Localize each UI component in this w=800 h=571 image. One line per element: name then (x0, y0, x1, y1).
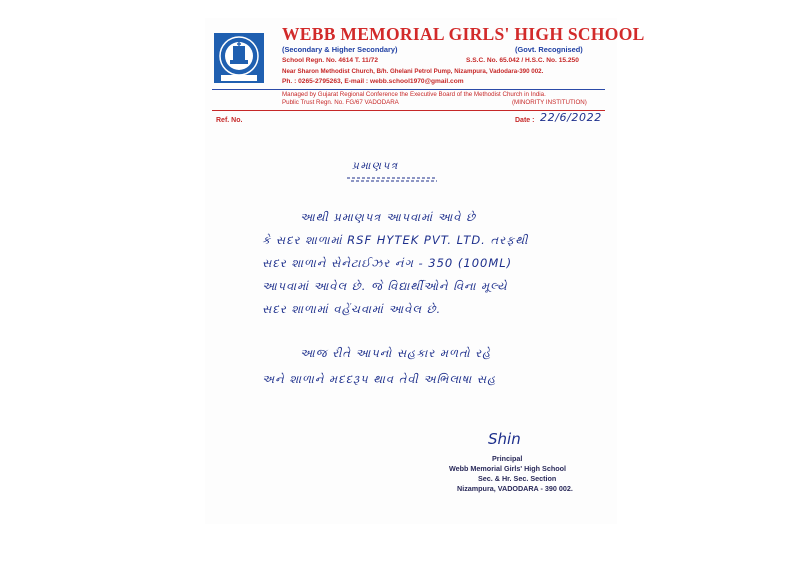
body-line-6: આજ રીતે આપનો સહકાર મળતો રહે (300, 346, 492, 360)
govt-recognised: (Govt. Recognised) (515, 45, 583, 54)
signature: Shin (488, 430, 521, 448)
body-line-5: સદર શાળામાં વહેંચવામાં આવેલ છે. (262, 302, 442, 316)
ref-label: Ref. No. (216, 117, 243, 124)
date-value: 22/6/2022 (540, 111, 602, 124)
address: Near Sharon Methodist Church, B/h. Ghelani Petrol Pump, Nizampura, Vadodara-390 002. (282, 68, 544, 75)
ssc-hsc-no: S.S.C. No. 65.042 / H.S.C. No. 15.250 (466, 57, 579, 64)
body-line-4: આપવામાં આવેલ છે. જે વિદ્યાર્થીઓને વિના મૂલ્યે (262, 279, 508, 293)
section-text: (Secondary & Higher Secondary) (282, 45, 398, 54)
date-label: Date : (515, 117, 535, 124)
trust-regn: Public Trust Regn. No. FG/67 VADODARA (282, 99, 399, 106)
managed-by: Managed by Gujarat Regional Conference the Executive Board of the Methodist Church in India. (282, 91, 546, 98)
stamp-address: Nizampura, VADODARA - 390 002. (457, 484, 573, 493)
school-name: WEBB MEMORIAL GIRLS' HIGH SCHOOL (282, 24, 645, 44)
letter-title: પ્રમાણપત્ર (352, 160, 399, 172)
body-line-2: કે સદર શાળામાં RSF HYTEK PVT. LTD. તરફથી (262, 233, 529, 247)
stamp-designation: Principal (492, 454, 523, 463)
phone-email: Ph. : 0265-2795263, E-mail : webb.school1970@gmail.com (282, 78, 464, 85)
minority-institution: (MINORITY INSTITUTION) (512, 99, 587, 106)
school-logo (213, 32, 265, 84)
stamp-section: Sec. & Hr. Sec. Section (478, 474, 557, 483)
divider-top (212, 89, 605, 90)
title-underline (345, 176, 440, 184)
body-line-7: અને શાળાને મદદરૂપ થાવ તેવી અભિલાષા સહ (262, 372, 497, 386)
school-regn: School Regn. No. 4614 T. 11/72 (282, 57, 379, 64)
body-line-1: આથી પ્રમાણપત્ર આપવામાં આવે છે (300, 210, 477, 224)
stamp-school: Webb Memorial Girls' High School (449, 464, 566, 473)
body-line-3: સદર શાળાને સેનેટાઈઝર નંગ - 350 (100ML) (262, 256, 513, 270)
